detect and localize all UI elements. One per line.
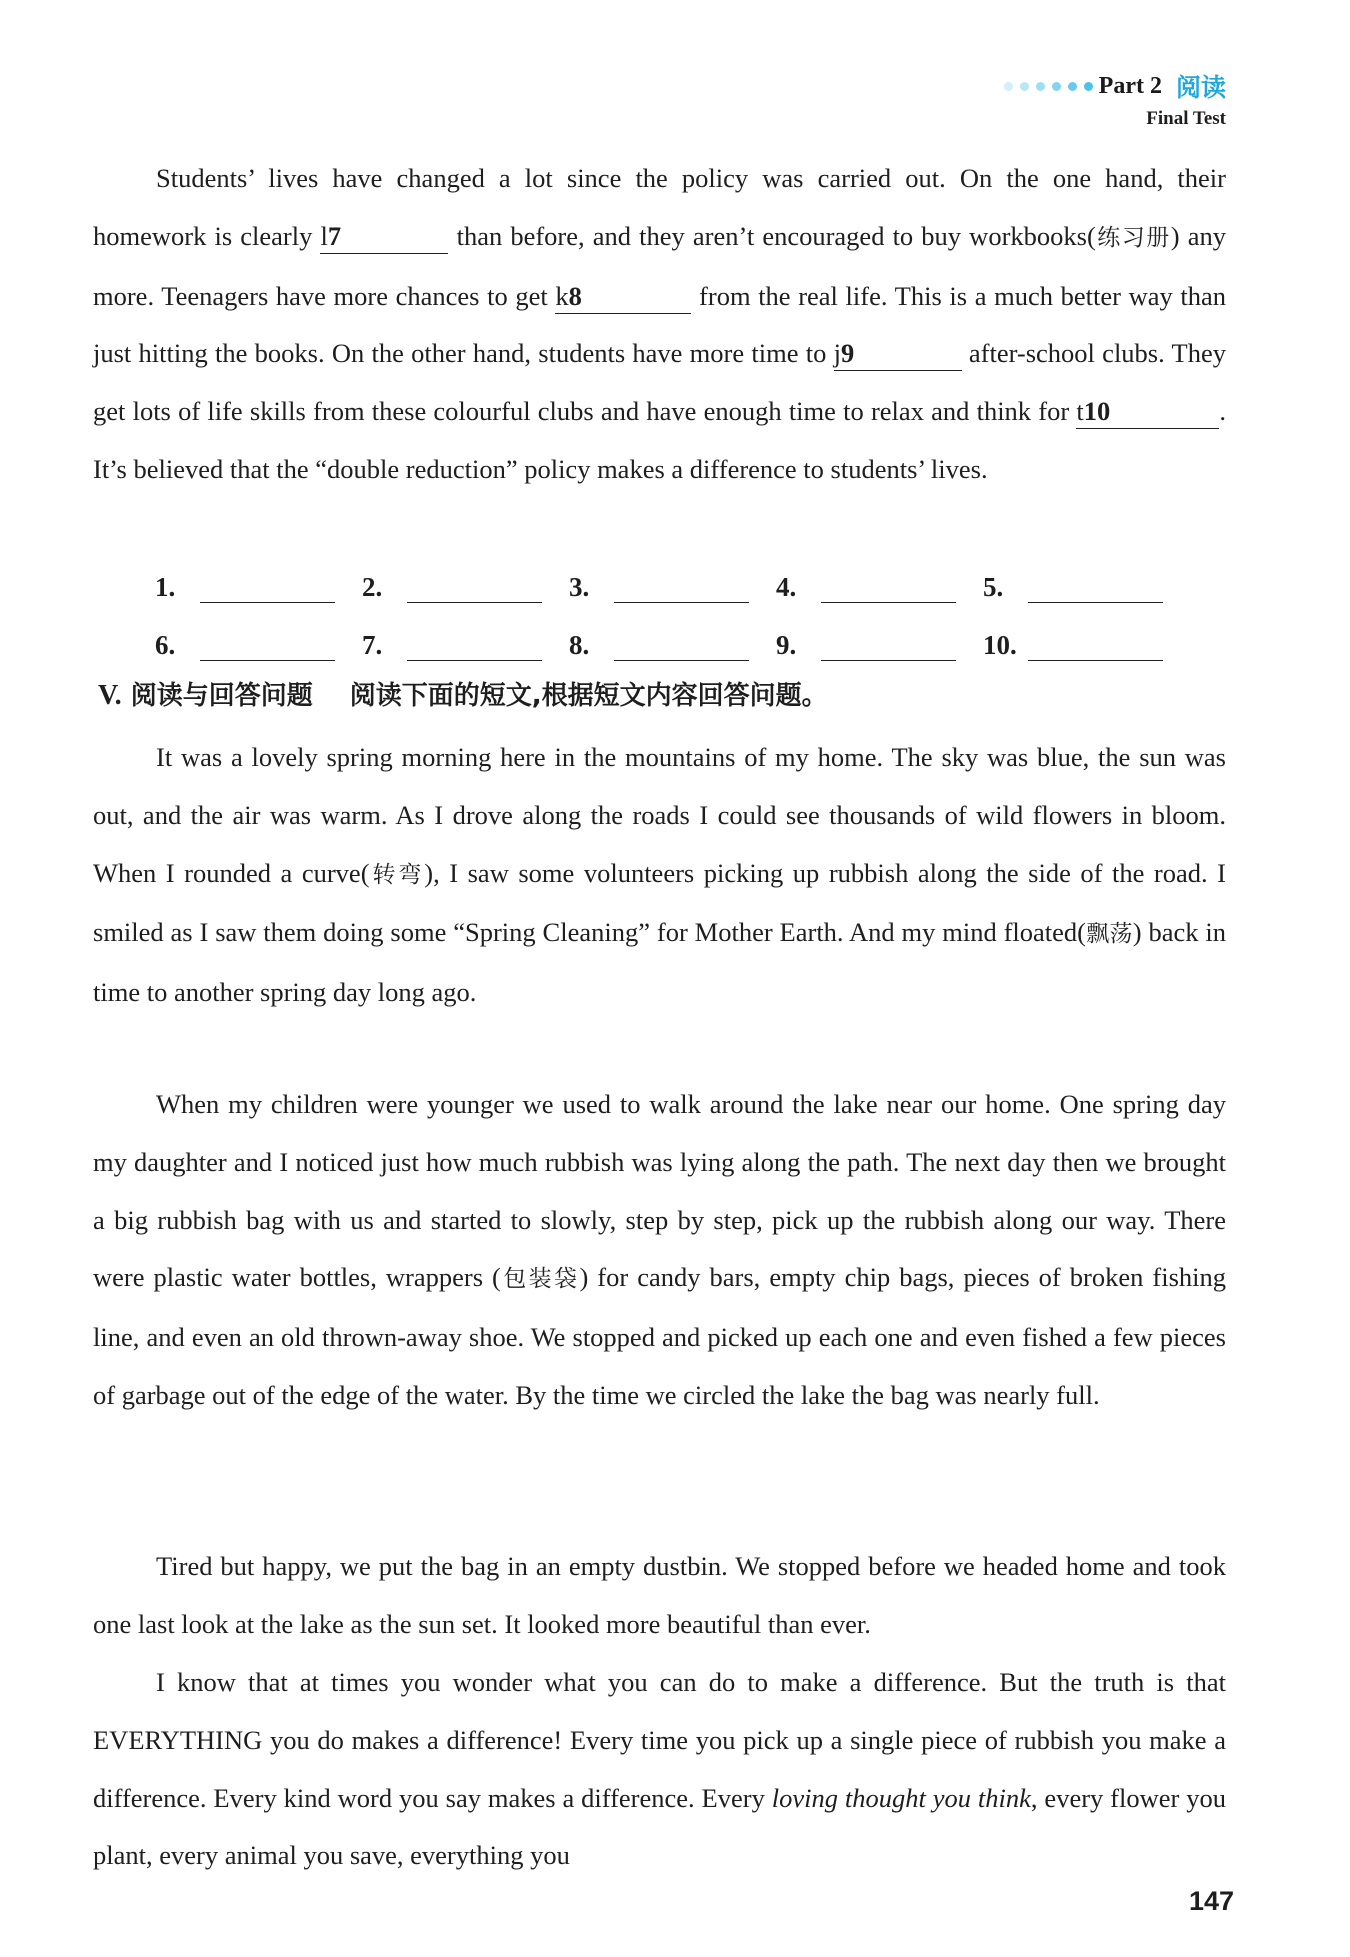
passage-one-paragraph: Students’ lives have changed a lot since the policy was carried out. On the one hand, their homework is clearly l 7 than before, and they aren’t encouraged to buy workbooks(练习册) any more. Teenagers have more chances to get k 8 from the real life. This is a much better way than just hitting the books. On the other hand, students have more time to j 9 after-school clubs. They get lots of life skills from these colourful clubs and have enough time to relax and think for t 10 . It’s believed that the “double reduction” policy makes a difference to students’ lives. xyxy=(93,163,1226,484)
decorative-dots-icon xyxy=(1004,82,1093,91)
answer-number: 4. xyxy=(776,571,797,602)
answer-number: 5. xyxy=(983,571,1004,602)
answer-blank[interactable] xyxy=(614,602,749,603)
answer-number: 9. xyxy=(776,629,797,660)
passage-two-paragraph-3: Tired but happy, we put the bag in an empty dustbin. We stopped before we headed home and took one last look at the lake as the sun set. It looked more beautiful than ever. xyxy=(93,1551,1226,1639)
passage-two-paragraph-4: I know that at times you wonder what you can do to make a difference. But the truth is that EVERYTHING you do makes a difference! Every time you pick up a single piece of rubbish you make a difference. Every kind word you say makes a difference. Every loving thought you think, every flower you plant, every animal you save, everything you xyxy=(93,1667,1226,1871)
answer-row-1 xyxy=(155,558,1205,616)
answer-number: 1. xyxy=(155,571,176,602)
answer-blank[interactable] xyxy=(614,660,749,661)
answer-number: 7. xyxy=(362,629,383,660)
section-instruction: 阅读下面的短文,根据短文内容回答问题。 xyxy=(349,681,828,711)
answer-blank[interactable] xyxy=(1028,602,1163,603)
blank-8: k 8 xyxy=(555,279,691,314)
part-label: Part 2 xyxy=(1098,72,1162,99)
answer-blank[interactable] xyxy=(821,660,956,661)
running-header xyxy=(1004,66,1226,130)
answer-number: 8. xyxy=(569,629,590,660)
blank-9: j 9 xyxy=(834,336,962,371)
answer-row-2 xyxy=(155,616,1205,674)
answer-blank[interactable] xyxy=(407,602,542,603)
answer-blank[interactable] xyxy=(200,602,335,603)
answer-blank[interactable] xyxy=(821,602,956,603)
blank-7: l 7 xyxy=(320,219,448,254)
header-subtitle: Final Test xyxy=(1146,108,1226,129)
answer-number: 6. xyxy=(155,629,176,660)
section-number: V. xyxy=(98,680,122,711)
answer-blank[interactable] xyxy=(1028,660,1163,661)
answer-number: 3. xyxy=(569,571,590,602)
page-number: 147 xyxy=(1188,1886,1234,1916)
passage-two-paragraph-2: When my children were younger we used to walk around the lake near our home. One spring day my daughter and I noticed just how much rubbish was lying along the path. The next day then we brought a big rubbish bag with us and started to slowly, step by step, pick up the rubbish along our way. There were plastic water bottles, wrappers (包装袋) for candy bars, empty chip bags, pieces of broken fishing line, and even an old thrown-away shoe. We stopped and picked up each one and even fished a few pieces of garbage out of the edge of the water. By the time we circled the lake the bag was nearly full. xyxy=(93,1089,1226,1410)
section-title: 阅读与回答问题 xyxy=(130,681,313,711)
answer-blank[interactable] xyxy=(200,660,335,661)
blank-10: t 10 xyxy=(1076,394,1219,429)
part-label-cn: 阅读 xyxy=(1175,73,1226,102)
passage-two-paragraph-1: It was a lovely spring morning here in the mountains of my home. The sky was blue, the sun was out, and the air was warm. As I drove along the roads I could see thousands of wild flowers in bloom. When I rounded a curve(转弯), I saw some volunteers picking up rubbish along the side of the road. I smiled as I saw them doing some “Spring Cleaning” for Mother Earth. And my mind floated(飘荡) back in time to another spring day long ago. xyxy=(93,742,1227,1008)
answer-grid xyxy=(155,558,1205,674)
section-heading xyxy=(98,673,828,719)
header-part-line xyxy=(1004,66,1226,106)
answer-number: 10. xyxy=(983,629,1017,660)
answer-blank[interactable] xyxy=(407,660,542,661)
answer-number: 2. xyxy=(362,571,383,602)
